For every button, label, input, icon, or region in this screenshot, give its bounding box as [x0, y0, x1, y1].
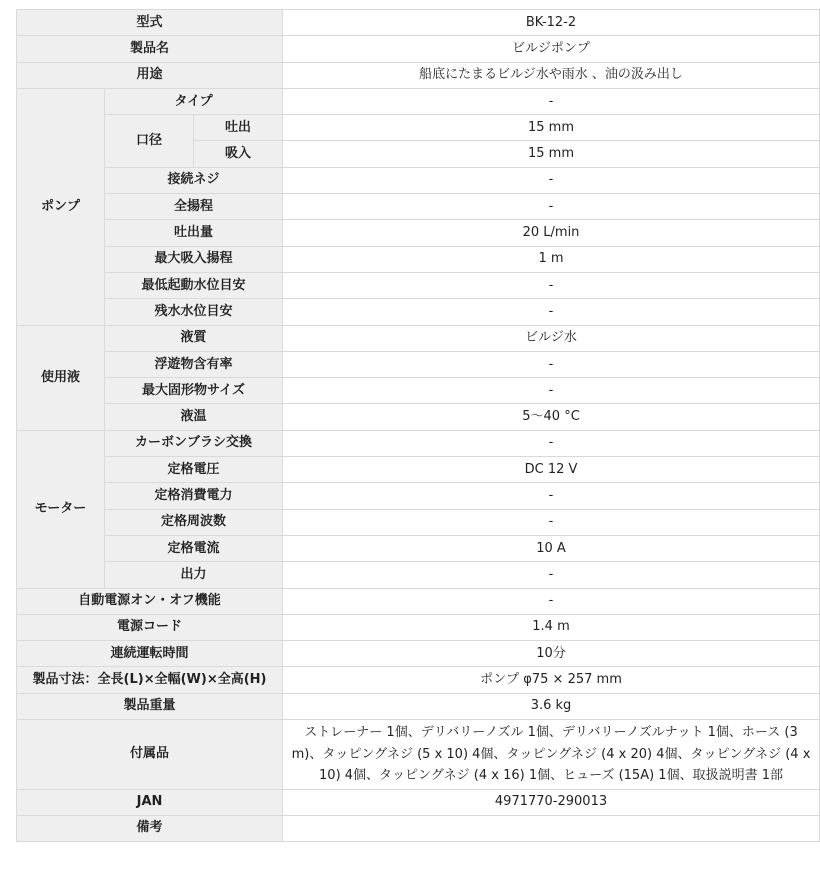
spec-label-jan: JAN	[17, 789, 283, 815]
table-row	[17, 815, 820, 841]
spec-value-accessories: ストレーナー 1個、デリバリーノズル 1個、デリバリーノズルナット 1個、ホース (3 m)、タッピングネジ (5 x 10) 4個、タッピングネジ (4 x 20) 4個、タッピングネジ (4 x 10) 4個、タッピングネジ (4 x 16) 1個、ヒューズ (15A) 1個、取扱説明書 1部	[283, 720, 820, 790]
table-row	[17, 614, 820, 640]
spec-label-product-name: 製品名	[17, 36, 283, 62]
spec-value-model: BK-12-2	[283, 10, 820, 36]
spec-value-power-cord: 1.4 m	[283, 614, 820, 640]
table-row	[17, 588, 820, 614]
spec-label-continuous-operation: 連続運転時間	[17, 641, 283, 667]
table-row	[17, 167, 820, 193]
spec-label-dimensions: 製品寸法：全長(L)×全幅(W)×全高(H)	[17, 667, 283, 693]
spec-label-thread: 接続ネジ	[105, 167, 283, 193]
spec-label-bore-discharge: 吐出	[194, 115, 283, 141]
table-row	[17, 404, 820, 430]
spec-label-total-head: 全揚程	[105, 194, 283, 220]
group-label-pump: ポンプ	[17, 88, 105, 325]
table-row	[17, 483, 820, 509]
table-row	[17, 88, 820, 114]
table-row	[17, 509, 820, 535]
spec-value-product-name: ビルジポンプ	[283, 36, 820, 62]
table-row	[17, 562, 820, 588]
spec-label-rated-current: 定格電流	[105, 535, 283, 561]
table-row	[17, 641, 820, 667]
table-row	[17, 220, 820, 246]
spec-value-suspended-solids: -	[283, 351, 820, 377]
table-row	[17, 351, 820, 377]
table-row	[17, 10, 820, 36]
spec-value-auto-power: -	[283, 588, 820, 614]
spec-label-output: 出力	[105, 562, 283, 588]
table-row	[17, 535, 820, 561]
table-row	[17, 430, 820, 456]
table-row	[17, 62, 820, 88]
spec-label-rated-voltage: 定格電圧	[105, 457, 283, 483]
table-row	[17, 789, 820, 815]
table-row	[17, 115, 820, 141]
spec-label-bore: 口径	[105, 115, 194, 168]
spec-value-bore-suction: 15 mm	[283, 141, 820, 167]
spec-value-max-suction-head: 1 m	[283, 246, 820, 272]
spec-value-max-solid-size: -	[283, 378, 820, 404]
table-row	[17, 272, 820, 298]
spec-label-discharge-volume: 吐出量	[105, 220, 283, 246]
spec-label-max-suction-head: 最大吸入揚程	[105, 246, 283, 272]
spec-label-pump-type: タイプ	[105, 88, 283, 114]
spec-value-rated-frequency: -	[283, 509, 820, 535]
table-row	[17, 299, 820, 325]
spec-label-carbon-brush: カーボンブラシ交換	[105, 430, 283, 456]
spec-value-usage: 船底にたまるビルジ水や雨水 、油の汲み出し	[283, 62, 820, 88]
spec-value-rated-current: 10 A	[283, 535, 820, 561]
spec-value-bore-discharge: 15 mm	[283, 115, 820, 141]
spec-value-discharge-volume: 20 L/min	[283, 220, 820, 246]
table-row	[17, 194, 820, 220]
spec-value-liquid-temperature: 5～40 °C	[283, 404, 820, 430]
spec-value-min-start-level: -	[283, 272, 820, 298]
spec-value-weight: 3.6 kg	[283, 693, 820, 719]
spec-label-accessories: 付属品	[17, 720, 283, 790]
spec-label-usage: 用途	[17, 62, 283, 88]
spec-value-rated-voltage: DC 12 V	[283, 457, 820, 483]
spec-label-suspended-solids: 浮遊物含有率	[105, 351, 283, 377]
table-row	[17, 36, 820, 62]
table-row	[17, 457, 820, 483]
table-row	[17, 378, 820, 404]
spec-value-continuous-operation: 10分	[283, 641, 820, 667]
table-row	[17, 720, 820, 790]
spec-label-min-start-level: 最低起動水位目安	[105, 272, 283, 298]
spec-label-max-solid-size: 最大固形物サイズ	[105, 378, 283, 404]
spec-label-rated-power: 定格消費電力	[105, 483, 283, 509]
spec-value-total-head: -	[283, 194, 820, 220]
spec-label-bore-suction: 吸入	[194, 141, 283, 167]
spec-label-rated-frequency: 定格周波数	[105, 509, 283, 535]
spec-value-residual-level: -	[283, 299, 820, 325]
spec-label-auto-power: 自動電源オン・オフ機能	[17, 588, 283, 614]
table-row	[17, 246, 820, 272]
spec-table	[16, 9, 820, 842]
spec-value-pump-type: -	[283, 88, 820, 114]
spec-label-liquid-temperature: 液温	[105, 404, 283, 430]
spec-value-output: -	[283, 562, 820, 588]
spec-value-dimensions: ポンプ φ75 × 257 mm	[283, 667, 820, 693]
spec-label-residual-level: 残水水位目安	[105, 299, 283, 325]
spec-label-model: 型式	[17, 10, 283, 36]
table-row	[17, 667, 820, 693]
spec-label-power-cord: 電源コード	[17, 614, 283, 640]
table-row	[17, 325, 820, 351]
spec-value-rated-power: -	[283, 483, 820, 509]
spec-label-remarks: 備考	[17, 815, 283, 841]
table-row	[17, 693, 820, 719]
spec-value-jan: 4971770-290013	[283, 789, 820, 815]
spec-label-liquid-quality: 液質	[105, 325, 283, 351]
spec-value-thread: -	[283, 167, 820, 193]
spec-label-weight: 製品重量	[17, 693, 283, 719]
spec-value-remarks	[283, 815, 820, 841]
group-label-motor: モーター	[17, 430, 105, 588]
spec-value-carbon-brush: -	[283, 430, 820, 456]
group-label-liquid: 使用液	[17, 325, 105, 430]
spec-value-liquid-quality: ビルジ水	[283, 325, 820, 351]
